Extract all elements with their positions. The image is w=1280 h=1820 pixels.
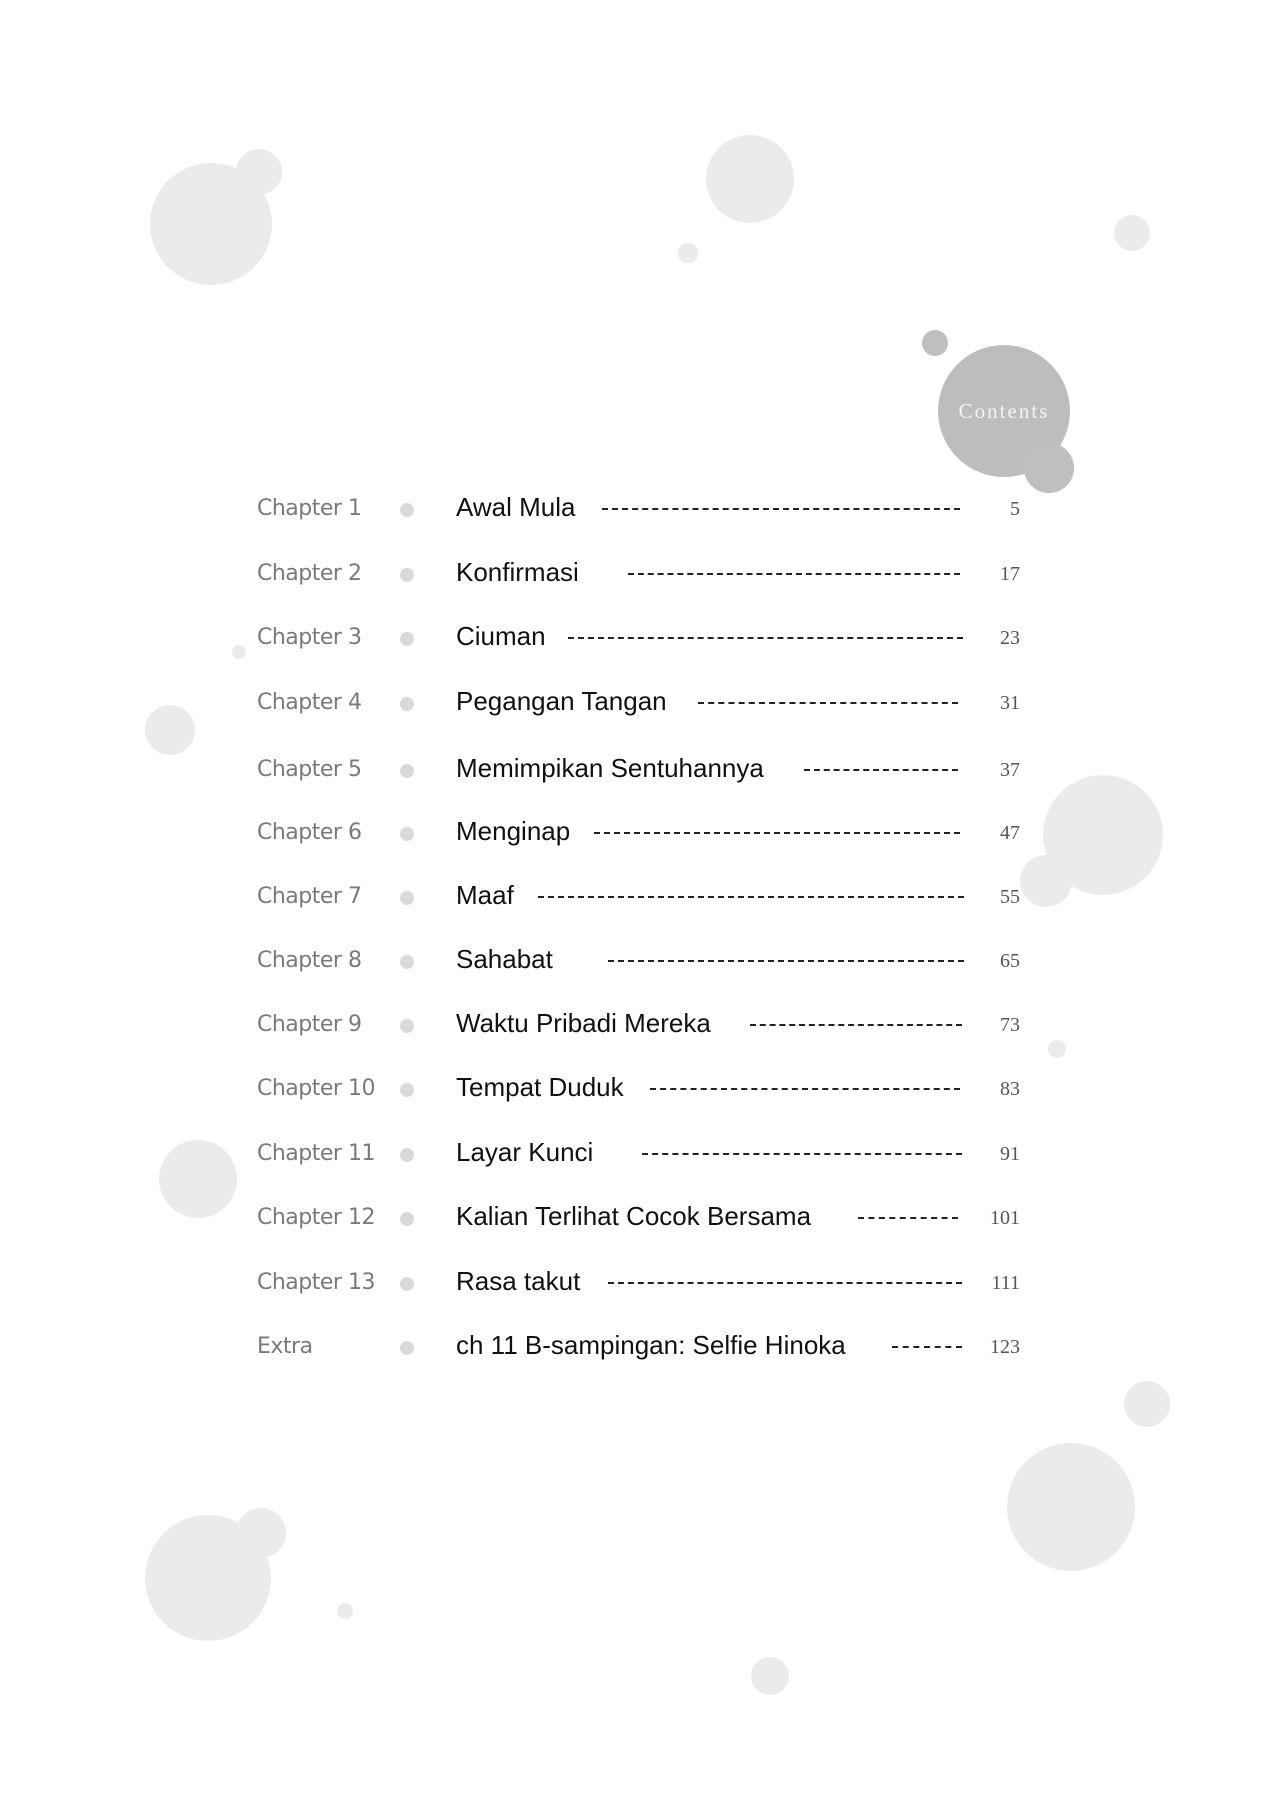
toc-entry[interactable] bbox=[0, 814, 1280, 854]
dotted-leader bbox=[650, 1088, 960, 1090]
toc-entry[interactable] bbox=[0, 684, 1280, 724]
page-number: 5 bbox=[1010, 498, 1020, 520]
toc-entry[interactable] bbox=[0, 1070, 1280, 1110]
bullet-dot bbox=[400, 955, 414, 969]
page-number: 55 bbox=[1000, 886, 1020, 908]
contents-heading: Contents bbox=[958, 398, 1050, 423]
chapter-label: Chapter 4 bbox=[257, 690, 362, 715]
page-number: 101 bbox=[990, 1207, 1020, 1229]
chapter-title: Maaf bbox=[456, 880, 514, 910]
page-number: 73 bbox=[1000, 1014, 1020, 1036]
chapter-label: Chapter 8 bbox=[257, 948, 362, 973]
bullet-dot bbox=[400, 697, 414, 711]
toc-entry[interactable] bbox=[0, 878, 1280, 918]
bullet-dot bbox=[400, 568, 414, 582]
decorative-bubble bbox=[678, 243, 698, 263]
chapter-title: Kalian Terlihat Cocok Bersama bbox=[456, 1201, 812, 1231]
chapter-title: Layar Kunci bbox=[456, 1137, 594, 1167]
page-number: 47 bbox=[1000, 822, 1020, 844]
chapter-label: Chapter 7 bbox=[257, 884, 362, 909]
dotted-leader bbox=[892, 1346, 962, 1348]
chapter-title: Sahabat bbox=[456, 944, 553, 974]
toc-entry[interactable] bbox=[0, 555, 1280, 595]
chapter-label: Chapter 5 bbox=[257, 757, 362, 782]
chapter-title: Ciuman bbox=[456, 621, 546, 651]
dotted-leader bbox=[594, 832, 960, 834]
page-number: 23 bbox=[1000, 627, 1020, 649]
dotted-leader bbox=[602, 508, 960, 510]
bullet-dot bbox=[400, 503, 414, 517]
chapter-title: Rasa takut bbox=[456, 1266, 581, 1296]
bullet-dot bbox=[400, 1277, 414, 1291]
chapter-title: ch 11 B-sampingan: Selfie Hinoka bbox=[456, 1330, 846, 1360]
chapter-label: Chapter 9 bbox=[257, 1012, 362, 1037]
chapter-label: Chapter 13 bbox=[257, 1270, 375, 1295]
chapter-title: Konfirmasi bbox=[456, 557, 579, 587]
decorative-bubble bbox=[1114, 215, 1150, 251]
page-number: 37 bbox=[1000, 759, 1020, 781]
dotted-leader bbox=[698, 702, 958, 704]
bullet-dot bbox=[400, 1341, 414, 1355]
page-number: 17 bbox=[1000, 563, 1020, 585]
decorative-bubble bbox=[922, 330, 948, 356]
decorative-bubble bbox=[1024, 443, 1074, 493]
toc-entry[interactable] bbox=[0, 1199, 1280, 1239]
dotted-leader bbox=[804, 769, 958, 771]
page-number: 123 bbox=[990, 1336, 1020, 1358]
chapter-label: Extra bbox=[257, 1334, 313, 1359]
dotted-leader bbox=[628, 573, 960, 575]
page-number: 65 bbox=[1000, 950, 1020, 972]
chapter-label: Chapter 10 bbox=[257, 1076, 375, 1101]
chapter-title: Memimpikan Sentuhannya bbox=[456, 753, 764, 783]
chapter-label: Chapter 11 bbox=[257, 1141, 375, 1166]
decorative-bubble bbox=[236, 1508, 286, 1558]
chapter-title: Waktu Pribadi Mereka bbox=[456, 1008, 711, 1038]
chapter-label: Chapter 12 bbox=[257, 1205, 375, 1230]
decorative-bubble bbox=[337, 1603, 353, 1619]
toc-entry[interactable] bbox=[0, 1006, 1280, 1046]
page-number: 83 bbox=[1000, 1078, 1020, 1100]
chapter-title: Pegangan Tangan bbox=[456, 686, 667, 716]
chapter-label: Chapter 2 bbox=[257, 561, 362, 586]
chapter-title: Menginap bbox=[456, 816, 571, 846]
bullet-dot bbox=[400, 891, 414, 905]
decorative-bubble bbox=[236, 149, 282, 195]
toc-entry[interactable] bbox=[0, 1264, 1280, 1304]
bullet-dot bbox=[400, 1019, 414, 1033]
dotted-leader bbox=[608, 1282, 962, 1284]
bullet-dot bbox=[400, 1212, 414, 1226]
page-number: 111 bbox=[991, 1272, 1020, 1294]
dotted-leader bbox=[568, 637, 963, 639]
decorative-bubble bbox=[1124, 1381, 1170, 1427]
page-number: 91 bbox=[1000, 1143, 1020, 1165]
toc-entry[interactable] bbox=[0, 942, 1280, 982]
dotted-leader bbox=[538, 896, 964, 898]
dotted-leader bbox=[750, 1024, 962, 1026]
toc-entry[interactable] bbox=[0, 490, 1280, 530]
toc-entry[interactable] bbox=[0, 1328, 1280, 1368]
page-number: 31 bbox=[1000, 692, 1020, 714]
bullet-dot bbox=[400, 1148, 414, 1162]
chapter-label: Chapter 6 bbox=[257, 820, 362, 845]
decorative-bubble bbox=[1007, 1443, 1135, 1571]
toc-entry[interactable] bbox=[0, 1135, 1280, 1175]
toc-entry[interactable] bbox=[0, 619, 1280, 659]
bullet-dot bbox=[400, 1083, 414, 1097]
bullet-dot bbox=[400, 764, 414, 778]
chapter-title: Tempat Duduk bbox=[456, 1072, 624, 1102]
chapter-label: Chapter 1 bbox=[257, 496, 362, 521]
chapter-label: Chapter 3 bbox=[257, 625, 362, 650]
decorative-bubble bbox=[751, 1657, 789, 1695]
dotted-leader bbox=[858, 1217, 958, 1219]
decorative-bubble bbox=[706, 135, 794, 223]
dotted-leader bbox=[608, 960, 964, 962]
chapter-title: Awal Mula bbox=[456, 492, 576, 522]
dotted-leader bbox=[642, 1153, 962, 1155]
bullet-dot bbox=[400, 827, 414, 841]
toc-entry[interactable] bbox=[0, 751, 1280, 791]
bullet-dot bbox=[400, 632, 414, 646]
